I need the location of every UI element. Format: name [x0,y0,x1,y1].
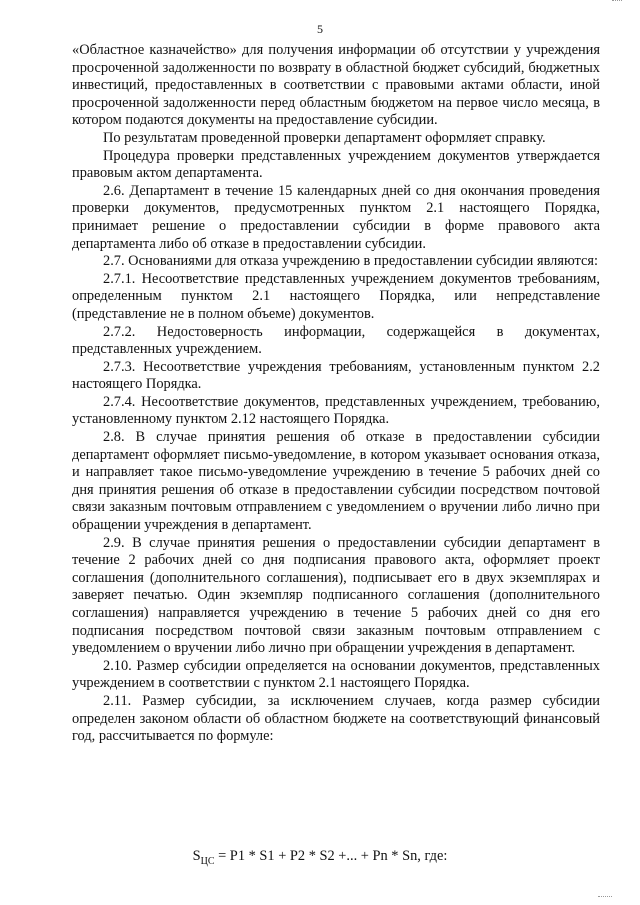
paragraph-2-11: 2.11. Размер субсидии, за исключением случаев, когда размер субсидии определен законом области об областном бюджете на соответствующий финансовый год, рассчитывается по формуле: [72,692,600,745]
scan-mark-top [612,0,622,3]
paragraph-inspection-procedure: Процедура проверки представленных учреждением документов утверждается правовым актом департамента. [72,147,600,182]
paragraph-2-7-2: 2.7.2. Недостоверность информации, содержащейся в документах, представленных учреждением. [72,323,600,358]
paragraph-2-10: 2.10. Размер субсидии определяется на основании документов, представленных учреждением в соответствии с пунктом 2.1 настоящего Порядка. [72,657,600,692]
paragraph-inspection-result: По результатам проведенной проверки департамент оформляет справку. [103,129,546,146]
subsidy-formula [0,848,640,870]
page-number: 5 [317,22,323,36]
paragraph-2-6: 2.6. Департамент в течение 15 календарных дней со дня окончания проведения проверки документов, предусмотренных пунктом 2.1 настоящего Порядка, принимает решение о предоставлении субсидии в форме правового акта департамента либо об отказе в предоставлении субсидии. [72,182,600,252]
paragraph-2-7-1: 2.7.1. Несоответствие представленных учреждением документов требованиям, определенным пунктом 2.1 настоящего Порядка, или непредставление (представление не в полном объеме) документов. [72,270,600,322]
formula-expression: = P1 * S1 + P2 * S2 +... + Pn * Sn, где: [214,848,448,864]
paragraph-2-7-4: 2.7.4. Несоответствие документов, представленных учреждением, требованию, установленному пунктом 2.12 настоящего Порядка. [72,393,600,428]
scan-mark-bottom [598,896,612,899]
paragraph-2-9: 2.9. В случае принятия решения о предоставлении субсидии департамент в течение 2 рабочих дней со дня подписания правового акта, оформляет проект соглашения (дополнительного соглашения), подписывает его в двух экземплярах и заверяет печатью. Один экземпляр подписанного соглашения (дополнительного соглашения) направляется учреждению в течение 5 рабочих дней со дня его подписания посредством почтовой связи заказным почтовым отправлением с уведомлением о вручении либо лично при обращении учреждения в департамент. [72,534,600,657]
formula-symbol: S [192,848,201,864]
formula-subscript: ЦС [200,855,215,867]
document-body [72,42,600,746]
paragraph-2-7-3: 2.7.3. Несоответствие учреждения требованиям, установленным пунктом 2.2 настоящего Порядка. [72,358,600,393]
paragraph-continuation: «Областное казначейство» для получения информации об отсутствии у учреждения просроченной задолженности по возврату в областной бюджет субсидий, бюджетных инвестиций, предоставленных в соответствии с правовыми актами области, иной просроченной задолженности перед областным бюджетом на первое число месяца, в котором подаются документы на предоставление субсидии. [72,42,600,129]
paragraph-2-7: 2.7. Основаниями для отказа учреждению в предоставлении субсидии являются: [103,253,599,270]
paragraph-2-8: 2.8. В случае принятия решения об отказе в предоставлении субсидии департамент оформляет письмо-уведомление, в котором указывает основания отказа, и направляет такое письмо-уведомление учреждению в течение 5 рабочих дней со дня принятия решения об отказе в предоставлении субсидии посредством почтовой связи заказным почтовым отправлением с уведомлением о вручении либо лично при обращении учреждения в департамент. [72,429,600,534]
